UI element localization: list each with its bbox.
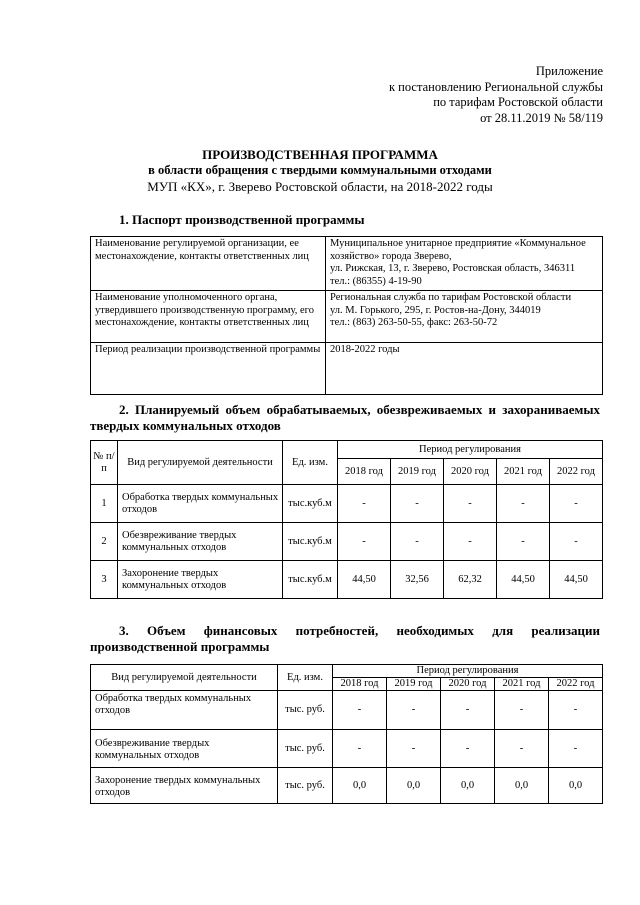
row-unit: тыс.куб.м: [283, 485, 338, 523]
row-unit: тыс. руб.: [278, 768, 333, 804]
row-value: -: [333, 730, 387, 768]
row-value: -: [338, 523, 391, 561]
row-value: -: [391, 485, 444, 523]
row-value: -: [550, 485, 603, 523]
column-header-activity: Вид регулируемой деятельности: [118, 441, 283, 485]
row-value: 0,0: [387, 768, 441, 804]
row-value: 44,50: [338, 561, 391, 599]
row-value: -: [549, 691, 603, 730]
row-value: -: [497, 485, 550, 523]
finance-table: [90, 664, 603, 804]
row-value: 0,0: [549, 768, 603, 804]
column-header-year: 2018 год: [338, 459, 391, 485]
column-header-activity: Вид регулируемой деятельности: [91, 665, 278, 691]
row-unit: тыс.куб.м: [283, 523, 338, 561]
row-unit: тыс.куб.м: [283, 561, 338, 599]
passport-label: Наименование уполномоченного органа, утвердившего производственную программу, его местонахождение, контакты ответственных лиц: [91, 291, 326, 343]
table-header-row: [91, 665, 603, 678]
passport-value-line: ул. М. Горького, 295, г. Ростов-на-Дону, 344019: [330, 304, 541, 316]
table-row: [91, 485, 603, 523]
column-header-year: 2019 год: [387, 678, 441, 691]
row-unit: тыс. руб.: [278, 691, 333, 730]
row-value: -: [444, 485, 497, 523]
row-value: -: [441, 730, 495, 768]
row-activity: Захоронение твердых коммунальных отходов: [118, 561, 283, 599]
row-unit: тыс. руб.: [278, 730, 333, 768]
table-header-row: [91, 441, 603, 459]
column-header-year: 2020 год: [444, 459, 497, 485]
document-title: [0, 147, 640, 195]
volume-table: [90, 440, 603, 599]
passport-value: [326, 237, 603, 291]
row-value: -: [338, 485, 391, 523]
title-main: ПРОИЗВОДСТВЕННАЯ ПРОГРАММА: [202, 147, 438, 162]
passport-value-line: ул. Рижская, 13, г. Зверево, Ростовская область, 346311: [330, 263, 576, 274]
appendix-line: по тарифам Ростовской области: [433, 95, 603, 109]
section3-heading-line: 3. Объем финансовых потребностей, необходимых для реализации: [119, 623, 600, 638]
row-value: -: [497, 523, 550, 561]
row-value: -: [495, 691, 549, 730]
column-header-year: 2021 год: [495, 678, 549, 691]
passport-value-line: тел.: (86355) 4-19-90: [330, 275, 422, 287]
row-value: -: [387, 691, 441, 730]
passport-value-line: 2018-2022 годы: [330, 344, 400, 355]
passport-label: Период реализации производственной программы: [91, 343, 326, 395]
column-header-unit: Ед. изм.: [278, 665, 333, 691]
column-header-year: 2022 год: [549, 678, 603, 691]
column-header-year: 2018 год: [333, 678, 387, 691]
table-row: [91, 523, 603, 561]
row-value: -: [441, 691, 495, 730]
row-value: -: [549, 730, 603, 768]
row-activity: Обработка твердых коммунальных отходов: [118, 485, 283, 523]
row-value: -: [495, 730, 549, 768]
table-row: [91, 291, 603, 343]
section3-heading: [90, 623, 600, 655]
column-header-year: 2019 год: [391, 459, 444, 485]
row-activity: Захоронение твердых коммунальных отходов: [91, 768, 278, 804]
row-value: -: [333, 691, 387, 730]
passport-value: [326, 291, 603, 343]
row-value: 0,0: [441, 768, 495, 804]
row-value: 44,50: [550, 561, 603, 599]
section1-heading: 1. Паспорт производственной программы: [119, 212, 365, 227]
table-row: [91, 730, 603, 768]
appendix-line: к постановлению Региональной службы: [388, 79, 603, 94]
row-value: -: [550, 523, 603, 561]
row-activity: Обработка твердых коммунальных отходов: [91, 691, 278, 730]
passport-label: Наименование регулируемой организации, ее местонахождение, контакты ответственных лиц: [91, 237, 326, 291]
table-row: [91, 561, 603, 599]
row-num: 2: [91, 523, 118, 561]
appendix-line: от 28.11.2019 № 58/119: [480, 110, 603, 125]
table-row: [91, 237, 603, 291]
column-header-period: Период регулирования: [333, 665, 603, 678]
row-num: 1: [91, 485, 118, 523]
column-header-num: № п/п: [91, 441, 118, 485]
row-value: 32,56: [391, 561, 444, 599]
row-value: -: [444, 523, 497, 561]
column-header-year: 2022 год: [550, 459, 603, 485]
row-value: 62,32: [444, 561, 497, 599]
column-header-year: 2021 год: [497, 459, 550, 485]
passport-value-line: Региональная служба по тарифам Ростовской области: [330, 292, 572, 303]
passport-value: [326, 343, 603, 395]
section3-heading-line: производственной программы: [90, 639, 270, 654]
passport-table: [90, 236, 603, 395]
title-sub: в области обращения с твердыми коммунальными отходами: [148, 163, 492, 177]
passport-value-line: Муниципальное унитарное предприятие «Коммунальное хозяйство» города Зверево,: [330, 238, 586, 262]
table-row: [91, 691, 603, 730]
column-header-period: Период регулирования: [338, 441, 603, 459]
title-org: МУП «КХ», г. Зверево Ростовской области, на 2018-2022 годы: [147, 179, 493, 194]
row-num: 3: [91, 561, 118, 599]
row-activity: Обезвреживание твердых коммунальных отходов: [118, 523, 283, 561]
row-value: 0,0: [495, 768, 549, 804]
appendix-line: Приложение: [535, 64, 603, 78]
table-row: [91, 768, 603, 804]
column-header-unit: Ед. изм.: [283, 441, 338, 485]
section2-heading: 2. Планируемый объем обрабатываемых, обезвреживаемых и захораниваемых твердых коммунальных отходов: [90, 402, 600, 433]
row-value: 0,0: [333, 768, 387, 804]
row-activity: Обезвреживание твердых коммунальных отходов: [91, 730, 278, 768]
column-header-year: 2020 год: [441, 678, 495, 691]
appendix-note: [389, 64, 603, 126]
row-value: -: [391, 523, 444, 561]
row-value: -: [387, 730, 441, 768]
passport-value-line: тел.: (863) 263-50-55, факс: 263-50-72: [330, 317, 498, 328]
table-row: [91, 343, 603, 395]
row-value: 44,50: [497, 561, 550, 599]
